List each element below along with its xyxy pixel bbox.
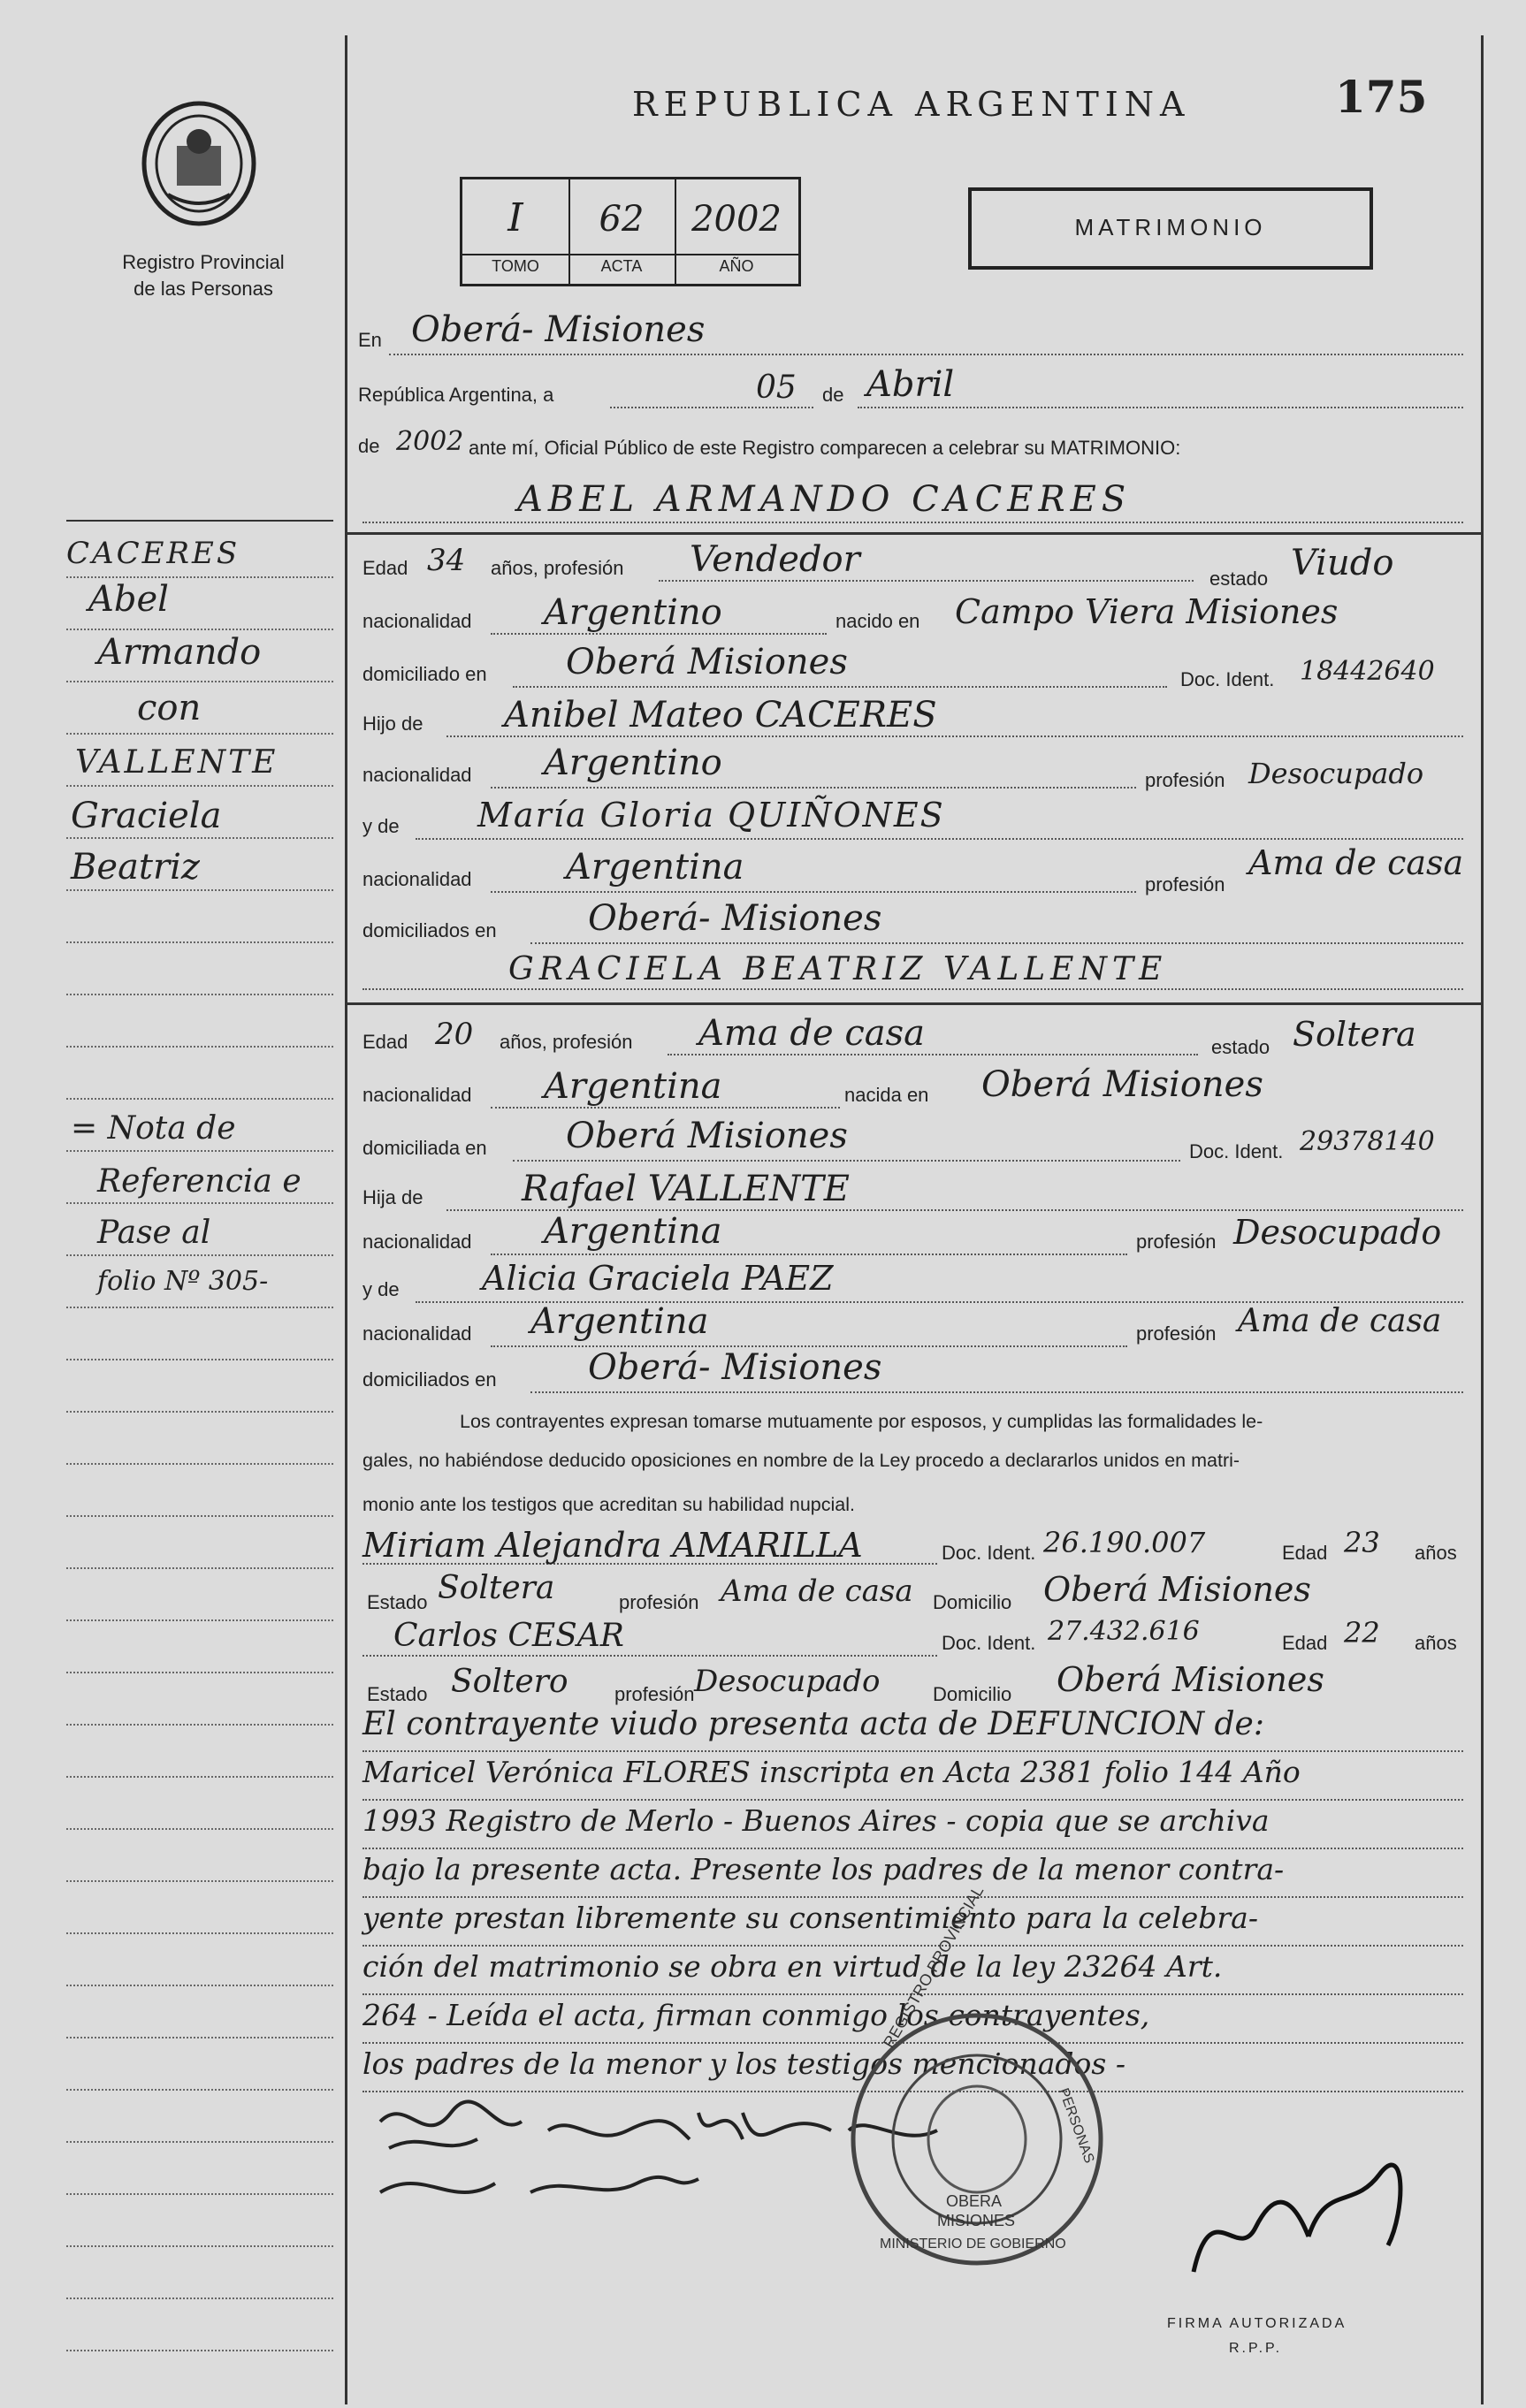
witness1-doc-label: Doc. Ident. bbox=[942, 1542, 1036, 1564]
acta-value: 62 bbox=[599, 199, 645, 240]
bride-nacida: Oberá Misiones bbox=[981, 1064, 1263, 1105]
bride-domiciliados-label: domiciliados en bbox=[362, 1368, 497, 1391]
margin-rule bbox=[66, 1932, 333, 1934]
groom-edad-label: Edad bbox=[362, 557, 408, 579]
section-divider-2 bbox=[345, 1002, 1481, 1005]
margin-rule bbox=[66, 1307, 333, 1308]
margin-rule bbox=[66, 2193, 333, 2195]
margin-rule bbox=[66, 576, 333, 578]
authorized-signature-firma: FIRMA AUTORIZADA bbox=[1167, 2316, 1347, 2331]
anio-label: AÑO bbox=[719, 257, 754, 275]
groom-profesion: Vendedor bbox=[690, 539, 860, 580]
bride-madre-prof: Ama de casa bbox=[1238, 1303, 1442, 1339]
margin-rule bbox=[66, 1098, 333, 1100]
witness1-domicilio: Oberá Misiones bbox=[1043, 1570, 1311, 1609]
margin-line-4: con bbox=[137, 688, 202, 728]
witness1-estado: Soltera bbox=[438, 1570, 555, 1606]
witness2-doc-label: Doc. Ident. bbox=[942, 1632, 1036, 1654]
note-line-8: los padres de la menor y los testigos mencionados - bbox=[362, 2046, 1463, 2092]
groom-madre-prof: Ama de casa bbox=[1248, 843, 1464, 882]
margin-rule bbox=[66, 2245, 333, 2247]
act-type-label: MATRIMONIO bbox=[1074, 214, 1267, 240]
note-line-6: ción del matrimonio se obra en virtud de la ley 23264 Art. bbox=[362, 1949, 1463, 1995]
groom-domiciliados: Oberá- Misiones bbox=[588, 898, 882, 939]
margin-rule bbox=[66, 1254, 333, 1256]
witness2-estado: Soltero bbox=[451, 1664, 568, 1700]
de-label: de bbox=[822, 384, 844, 406]
groom-hijo-label: Hijo de bbox=[362, 712, 423, 735]
margin-note-1: = Nota de bbox=[71, 1110, 236, 1147]
main-right-border bbox=[1481, 35, 1484, 2404]
bride-madre: Alicia Graciela PAEZ bbox=[482, 1259, 834, 1298]
groom-madre: María Gloria QUIÑONES bbox=[477, 796, 945, 834]
margin-rule bbox=[66, 2350, 333, 2351]
bride-doc: 29378140 bbox=[1300, 1126, 1435, 1157]
declaration-line1: Los contrayentes expresan tomarse mutuamente por esposos, y cumplidas las formalidades le- bbox=[460, 1411, 1263, 1432]
tomo-value: I bbox=[507, 195, 523, 240]
groom-edad: 34 bbox=[427, 543, 466, 578]
bride-hija-label: Hija de bbox=[362, 1186, 423, 1208]
bride-edad-label: Edad bbox=[362, 1031, 408, 1053]
margin-rule bbox=[66, 1619, 333, 1621]
margin-rule bbox=[66, 733, 333, 735]
margin-line-3: Armando bbox=[97, 632, 262, 673]
margin-rule bbox=[66, 2037, 333, 2038]
bride-madre-prof-label: profesión bbox=[1136, 1322, 1217, 1345]
margin-rule bbox=[66, 785, 333, 787]
bride-estado-label: estado bbox=[1211, 1036, 1270, 1058]
margin-note-4: folio Nº 305- bbox=[97, 1266, 269, 1297]
groom-nacido: Campo Viera Misiones bbox=[955, 592, 1339, 631]
de2-label: de bbox=[358, 435, 380, 457]
margin-rule bbox=[66, 2089, 333, 2091]
margin-rule bbox=[66, 681, 333, 682]
registry-line1: Registro Provincial bbox=[122, 251, 285, 273]
bride-padre-nac-label: nacionalidad bbox=[362, 1231, 472, 1253]
witness2-name: Carlos CESAR bbox=[393, 1618, 624, 1654]
margin-rule bbox=[66, 1046, 333, 1048]
groom-name-line: ABEL ARMANDO CACERES bbox=[517, 479, 1132, 520]
margin-line-1: CACERES bbox=[66, 536, 240, 571]
groom-domicilio: Oberá Misiones bbox=[566, 642, 848, 682]
groom-domiciliados-label: domiciliados en bbox=[362, 919, 497, 941]
registry-line2: de las Personas bbox=[134, 278, 273, 300]
margin-rule bbox=[66, 941, 333, 943]
bride-nacida-label: nacida en bbox=[844, 1084, 929, 1106]
witness2-estado-label: Estado bbox=[367, 1683, 428, 1705]
groom-doc: 18442640 bbox=[1300, 656, 1435, 687]
page-number: 175 bbox=[1335, 71, 1428, 123]
bride-padre: Rafael VALLENTE bbox=[522, 1169, 850, 1209]
groom-madre-nac: Argentina bbox=[566, 847, 744, 888]
margin-rule bbox=[66, 994, 333, 995]
margin-line-7: Beatriz bbox=[71, 847, 200, 888]
margin-rule bbox=[66, 837, 333, 839]
witness1-name: Miriam Alejandra AMARILLA bbox=[362, 1526, 863, 1565]
witness2-edad: 22 bbox=[1344, 1616, 1380, 1650]
groom-dom-label: domiciliado en bbox=[362, 663, 487, 685]
bride-padre-nac: Argentina bbox=[544, 1211, 722, 1252]
groom-nac-label: nacionalidad bbox=[362, 610, 472, 632]
margin-line-5: VALLENTE bbox=[75, 744, 278, 781]
groom-padre: Anibel Mateo CACERES bbox=[504, 695, 937, 735]
groom-padre-prof: Desocupado bbox=[1248, 757, 1424, 790]
stamp-right-text: PERSONAS bbox=[1056, 2086, 1097, 2166]
tomo-label: TOMO bbox=[492, 257, 539, 275]
margin-rule bbox=[66, 1672, 333, 1673]
witness2-edad-label: Edad bbox=[1282, 1632, 1328, 1654]
witness2-doc: 27.432.616 bbox=[1048, 1616, 1200, 1647]
stamp-middle2: MISIONES bbox=[937, 2212, 1016, 2229]
groom-nacido-label: nacido en bbox=[835, 610, 920, 632]
witness2-domicilio-label: Domicilio bbox=[933, 1683, 1012, 1705]
bride-name-line: GRACIELA BEATRIZ VALLENTE bbox=[508, 951, 1168, 987]
groom-estado: Viudo bbox=[1291, 543, 1394, 583]
witness2-anios-label: años bbox=[1415, 1632, 1457, 1654]
groom-doc-label: Doc. Ident. bbox=[1180, 668, 1275, 690]
groom-anios-prof-label: años, profesión bbox=[491, 557, 624, 579]
margin-line-2: Abel bbox=[88, 579, 169, 620]
margin-rule bbox=[66, 629, 333, 630]
acta-label: ACTA bbox=[600, 257, 643, 275]
groom-padre-nac-label: nacionalidad bbox=[362, 764, 472, 786]
witness1-estado-label: Estado bbox=[367, 1591, 428, 1613]
groom-padre-nac: Argentino bbox=[544, 743, 722, 783]
witness2-domicilio: Oberá Misiones bbox=[1057, 1660, 1324, 1699]
stamp-middle1: OBERA bbox=[946, 2192, 1003, 2210]
note-line-2: Maricel Verónica FLORES inscripta en Acta 2381 folio 144 Año bbox=[362, 1755, 1463, 1801]
year: 2002 bbox=[396, 426, 464, 457]
margin-rule bbox=[66, 1515, 333, 1517]
bride-estado: Soltera bbox=[1293, 1015, 1416, 1054]
bride-padre-prof-label: profesión bbox=[1136, 1231, 1217, 1253]
note-line-5: yente prestan libremente su consentimiento para la celebra- bbox=[362, 1901, 1463, 1947]
bride-profesion: Ama de casa bbox=[698, 1013, 925, 1054]
republica-label: República Argentina, a bbox=[358, 384, 554, 406]
declaration-line2: gales, no habiéndose deducido oposiciones en nombre de la Ley procedo a declararlos unidos en matri- bbox=[362, 1450, 1240, 1471]
bride-anios-prof-label: años, profesión bbox=[500, 1031, 633, 1053]
margin-rule bbox=[66, 1411, 333, 1413]
margin-rule bbox=[66, 1880, 333, 1882]
witness1-edad-label: Edad bbox=[1282, 1542, 1328, 1564]
bride-yde-label: y de bbox=[362, 1278, 400, 1300]
bride-domiciliados: Oberá- Misiones bbox=[588, 1347, 882, 1388]
margin-rule bbox=[66, 1150, 333, 1152]
bride-edad: 20 bbox=[435, 1017, 474, 1052]
margin-rule bbox=[66, 2141, 333, 2143]
en-label: En bbox=[358, 329, 382, 351]
witness2-profesion: Desocupado bbox=[694, 1664, 881, 1699]
groom-yde-label: y de bbox=[362, 815, 400, 837]
bride-madre-nac: Argentina bbox=[530, 1301, 709, 1342]
margin-rule bbox=[66, 2298, 333, 2299]
margin-rule bbox=[66, 1776, 333, 1778]
groom-nacionalidad: Argentino bbox=[544, 592, 722, 633]
day: 05 bbox=[756, 370, 797, 406]
registry-title bbox=[88, 249, 318, 302]
bride-nac-label: nacionalidad bbox=[362, 1084, 472, 1106]
note-line-3: 1993 Registro de Merlo - Buenos Aires - copia que se archiva bbox=[362, 1803, 1463, 1849]
bride-doc-label: Doc. Ident. bbox=[1189, 1140, 1284, 1162]
witness1-anios-label: años bbox=[1415, 1542, 1457, 1564]
authorized-signature bbox=[1176, 2157, 1423, 2290]
place: Oberá- Misiones bbox=[411, 309, 706, 350]
margin-line-6: Graciela bbox=[71, 796, 222, 836]
margin-rule bbox=[66, 1359, 333, 1360]
note-line-7: 264 - Leída el acta, firman conmigo los contrayentes, bbox=[362, 1998, 1463, 2044]
bride-nacionalidad: Argentina bbox=[544, 1066, 722, 1107]
note-line-4: bajo la presente acta. Presente los padres de la menor contra- bbox=[362, 1852, 1463, 1898]
province-seal bbox=[133, 97, 265, 230]
margin-rule bbox=[66, 1985, 333, 1986]
tomo-acta-anio-box bbox=[460, 177, 801, 286]
witness1-prof-label: profesión bbox=[619, 1591, 699, 1613]
margin-rule bbox=[66, 1828, 333, 1830]
note-line-1: El contrayente viudo presenta acta de DEFUNCION de: bbox=[362, 1706, 1463, 1752]
stamp-top-text: REGISTRO PROVINCIAL bbox=[880, 1882, 988, 2051]
witness1-domicilio-label: Domicilio bbox=[933, 1591, 1012, 1613]
groom-madre-prof-label: profesión bbox=[1145, 873, 1225, 895]
groom-madre-nac-label: nacionalidad bbox=[362, 868, 472, 890]
month: Abril bbox=[866, 364, 955, 405]
authorized-signature-rpp: R.P.P. bbox=[1229, 2341, 1283, 2356]
section-divider-1 bbox=[345, 532, 1481, 535]
bride-padre-prof: Desocupado bbox=[1233, 1213, 1442, 1252]
groom-estado-label: estado bbox=[1209, 568, 1269, 590]
margin-rule bbox=[66, 889, 333, 891]
witness1-doc: 26.190.007 bbox=[1043, 1526, 1206, 1559]
stamp-bottom-text: MINISTERIO DE GOBIERNO bbox=[880, 2237, 1066, 2252]
bride-domicilio: Oberá Misiones bbox=[566, 1116, 848, 1156]
margin-rule bbox=[66, 1567, 333, 1569]
declaration-line3: monio ante los testigos que acreditan su habilidad nupcial. bbox=[362, 1494, 855, 1515]
margin-top-rule bbox=[66, 520, 333, 522]
bride-dom-label: domiciliada en bbox=[362, 1137, 487, 1159]
witness2-prof-label: profesión bbox=[614, 1683, 695, 1705]
bride-madre-nac-label: nacionalidad bbox=[362, 1322, 472, 1345]
margin-rule bbox=[66, 1202, 333, 1204]
witness1-profesion: Ama de casa bbox=[721, 1574, 913, 1609]
margin-note-2: Referencia e bbox=[97, 1163, 301, 1200]
act-type-box bbox=[968, 187, 1373, 270]
groom-padre-prof-label: profesión bbox=[1145, 769, 1225, 791]
margin-note-3: Pase al bbox=[97, 1215, 211, 1251]
anio-value: 2002 bbox=[691, 199, 782, 240]
country-title: REPUBLICA ARGENTINA bbox=[632, 85, 1191, 124]
witness1-edad: 23 bbox=[1344, 1526, 1380, 1559]
margin-rule bbox=[66, 1463, 333, 1465]
intro-statement: ante mí, Oficial Público de este Registro comparecen a celebrar su MATRIMONIO: bbox=[469, 437, 1181, 459]
margin-rule bbox=[66, 1724, 333, 1726]
official-stamp bbox=[844, 1882, 1110, 2272]
